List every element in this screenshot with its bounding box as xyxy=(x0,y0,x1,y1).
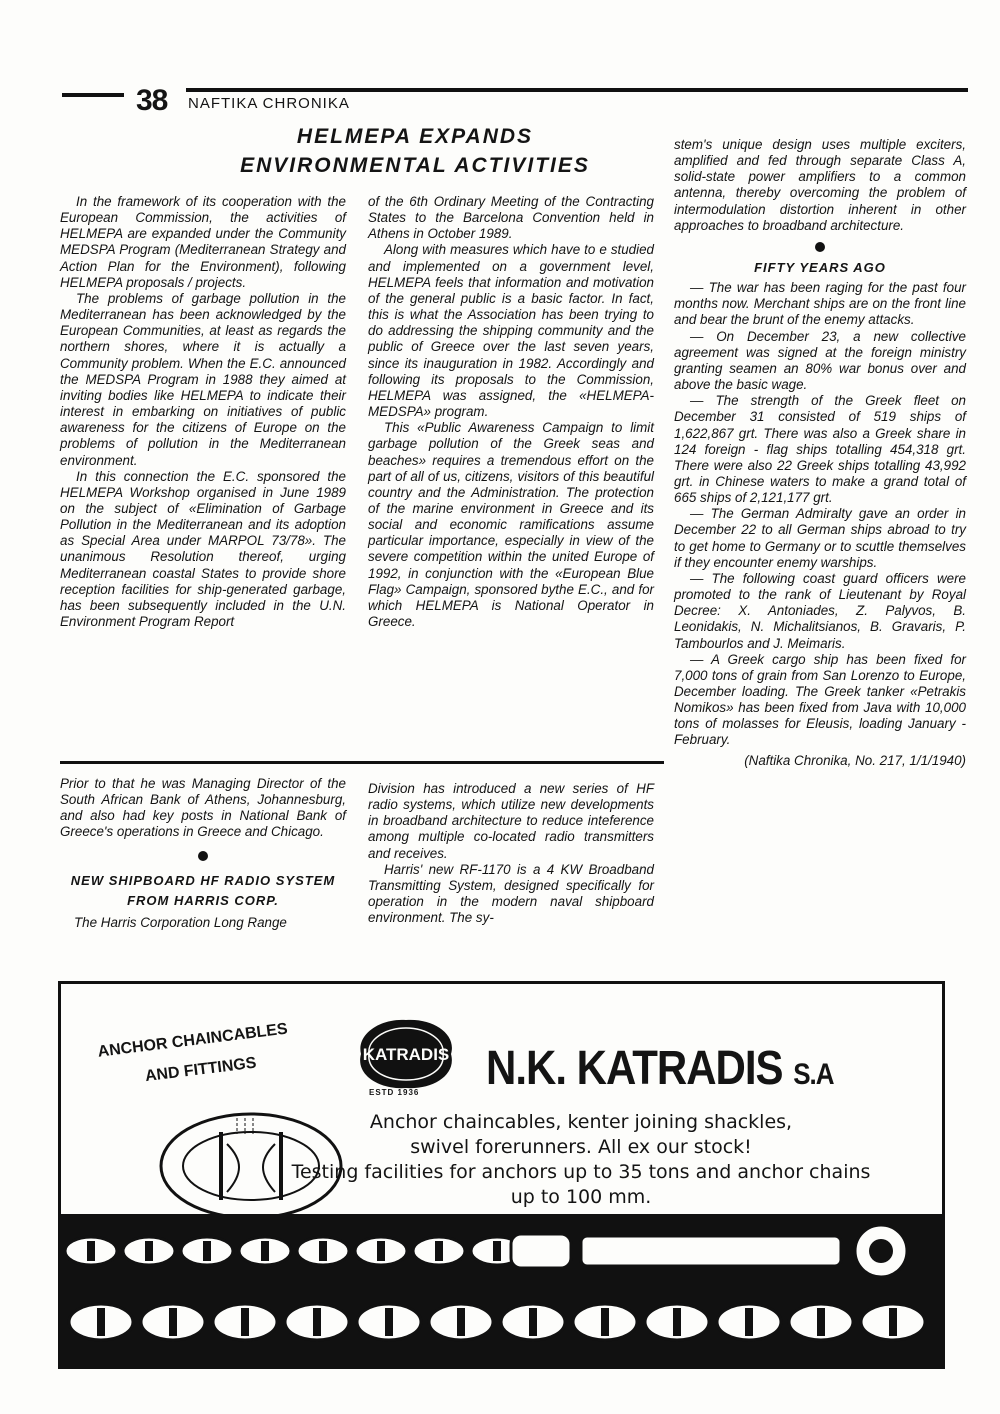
article-headline xyxy=(180,122,650,180)
bullet-separator xyxy=(198,851,208,861)
chain-stud xyxy=(435,1241,443,1261)
paragraph: In the framework of its cooperation with the European Commission, the activities of HELMEPA are expanded under the Community MEDSPA Program (Mediterranean Strategy and Action Plan for the Environment), following HELMEPA proposals / projects. xyxy=(60,194,346,290)
list-item: — The German Admiralty gave an order in December 22 to all German ships abroad to try to get home to Germany or to scuttle themselves if they encounter enemy warships. xyxy=(674,506,966,570)
paragraph: stem's unique design uses multiple exciters, amplified and fed through separate Class A, solid-state power amplifiers to a common antenna, thereby overcoming the problem of intermodulation distortion inherent in other approaches to broadband architecture. xyxy=(674,137,966,233)
page-number: 38 xyxy=(136,84,168,117)
harris-title-line-1: NEW SHIPBOARD HF RADIO SYSTEM xyxy=(70,872,336,888)
ad-tagline-line-2: AND FITTINGS xyxy=(144,1054,258,1086)
chain-stud xyxy=(601,1308,609,1336)
chain-stud xyxy=(529,1308,537,1336)
company-suffix: S.A xyxy=(793,1056,834,1091)
harris-section-title xyxy=(60,871,346,911)
ad-tagline-line-1: ANCHOR CHAINCABLES xyxy=(96,1020,289,1061)
lower-column-2 xyxy=(368,781,654,926)
chain-stud xyxy=(169,1308,177,1336)
ad-line-1: Anchor chaincables, kenter joining shackles, xyxy=(369,1111,793,1133)
paragraph: This «Public Awareness Campaign to limit garbage pollution of the Greek seas and beaches» requires a tremendous effort on the part of all of us, citizens, visitors of this beautiful country and the Administration. The protection of the marine environment in Greece and its social and economic ramifications assume particular importance, especially in view of the severe competition within the united Europe of 1992, in conjunction with the «European Blue Flag» Campaign, sponsored bythe E.C., and for which HELMEPA is National Operator in Greece. xyxy=(368,420,654,630)
chain-stud xyxy=(457,1308,465,1336)
ad-established: ESTD 1936 xyxy=(369,1088,420,1097)
list-item: — On December 23, a new collective agreement was signed at the foreign ministry granting seamen an 80% war bonus over and above the basic wage. xyxy=(674,328,966,393)
bullet-separator xyxy=(815,242,825,252)
chain-stud xyxy=(817,1308,825,1336)
article-column-2 xyxy=(368,194,654,630)
chain-stud xyxy=(377,1241,385,1261)
paragraph: Division has introduced a new series of HF radio systems, which utilize new developments in broadband architecture to reduce inteference among multiple co-located radio transmitters and receives. xyxy=(368,781,654,861)
publication-name: NAFTIKA CHRONIKA xyxy=(188,95,350,112)
paragraph: Prior to that he was Managing Director of the South African Bank of Athens, Johannesburg, and also had key posts in National Bank of Greece's operations in Greece and Chicago. xyxy=(60,776,346,840)
list-item: — The war has been raging for the past four months now. Merchant ships are on the front line and bear the brunt of the enemy attacks. xyxy=(674,280,966,328)
ad-line-2: swivel forerunners. All ex our stock! xyxy=(410,1136,752,1158)
headline-line-2: ENVIRONMENTAL ACTIVITIES xyxy=(240,154,590,177)
chain-stud xyxy=(493,1241,501,1261)
ad-body xyxy=(291,1110,871,1210)
chain-stud xyxy=(319,1241,327,1261)
chain-stud xyxy=(889,1308,897,1336)
katradis-advertisement xyxy=(58,981,945,1369)
list-item: — A Greek cargo ship has been fixed for 7,000 tons of grain from San Lorenzo to Europe, December loading. The Greek tanker «Petrakis Nomikos» has been fixed from Java with 10,000 tons of molasses for Eleusis, loading January - February. xyxy=(674,651,966,748)
chain-stud xyxy=(145,1241,153,1261)
chain-stud xyxy=(673,1308,681,1336)
chain-stud xyxy=(97,1308,105,1336)
paragraph: of the 6th Ordinary Meeting of the Contracting States to the Barcelona Convention held in Athens in October 1989. xyxy=(368,194,654,242)
lower-column-1 xyxy=(60,776,346,931)
ad-line-3: Testing facilities for anchors up to 35 tons and anchor chains xyxy=(291,1161,871,1183)
chain-stud xyxy=(745,1308,753,1336)
company-name: N.K. KATRADIS xyxy=(486,1040,783,1095)
paragraph: The Harris Corporation Long Range xyxy=(74,914,287,930)
ad-tagline xyxy=(96,1015,293,1098)
chain-stud xyxy=(241,1308,249,1336)
paragraph: In this connection the E.C. sponsored the HELMEPA Workshop organised in June 1989 on the subject of «Elimination of Garbage Pollution in the Mediterranean and its adoption as Special Area under MARPOL 73/78». The unanimous Resolution thereof, urging Mediterranean coastal States to provide shore reception facilities for ship-generated garbage, has been subsequently included in the U.N. Environment Program Report xyxy=(60,468,346,630)
chain-stud xyxy=(203,1241,211,1261)
katradis-logo xyxy=(351,1014,461,1094)
ad-line-4: up to 100 mm. xyxy=(510,1186,652,1208)
list-item: — The strength of the Greek fleet on December 31 consisted of 519 ships of 1,622,867 grt. There was also a Greek share in 124 foreign - flag ships totalling 454,318 grt. There were also 22 Greek ships totalling 43,992 grt. in Chinese waters to make a grand total of 665 ships of 2,121,177 grt. xyxy=(674,393,966,506)
chain-stud xyxy=(313,1308,321,1336)
harris-title-line-2: FROM HARRIS CORP. xyxy=(127,892,279,908)
ad-company-name xyxy=(486,1040,834,1095)
article-divider xyxy=(60,761,664,764)
article-column-1 xyxy=(60,194,346,630)
list-item: — The following coast guard officers were promoted to the rank of Lieutenant by Royal Decree: X. Antoniades, Z. Palyvos, B. Leonidakis, N. Michalitsianos, B. Gravaris, P. Tambourlos and J. Meimaris. xyxy=(674,570,966,651)
paragraph: The problems of garbage pollution in the Mediterranean has been acknowledged by the European Communities, at least as regards the northern shores, where it is actually a Community problem. When the E.C. announced the MEDSPA Program in 1988 they aimed at inviting bodies like HELMEPA to indicate their interest in embarking on initiatives of public awareness for the citizens of Europe on the problems of pollution in the Mediterranean environment. xyxy=(60,290,346,468)
anchor-chain-illustration xyxy=(61,1214,942,1366)
header-rule-left xyxy=(62,93,124,97)
headline-line-1: HELMEPA EXPANDS xyxy=(296,125,534,148)
citation: (Naftika Chronika, No. 217, 1/1/1940) xyxy=(744,752,966,768)
right-column xyxy=(674,137,966,769)
section-title-fifty-years-ago: FIFTY YEARS AGO xyxy=(754,259,886,275)
chain-stud xyxy=(385,1308,393,1336)
chain-stud xyxy=(87,1241,95,1261)
logo-text: KATRADIS xyxy=(362,1045,450,1064)
paragraph: Harris' new RF-1170 is a 4 KW Broadband Transmitting System, designed specifically for operation in the modern naval shipboard environment. The sy- xyxy=(368,861,654,926)
chain-stud xyxy=(261,1241,269,1261)
paragraph: Along with measures which have to e studied and implemented on a government level, HELMEPA feels that information and motivation of the general public is a basic factor. In fact, this is what the Association has been trying to do addressing the shipping community and the public of Greece over the last seven years, since its inauguration in 1982. Accordingly and following its proposals to the Commission, HELMEPA was assigned, the «HELMEPA- MEDSPA» program. xyxy=(368,242,654,420)
header-rule-right xyxy=(186,88,968,92)
